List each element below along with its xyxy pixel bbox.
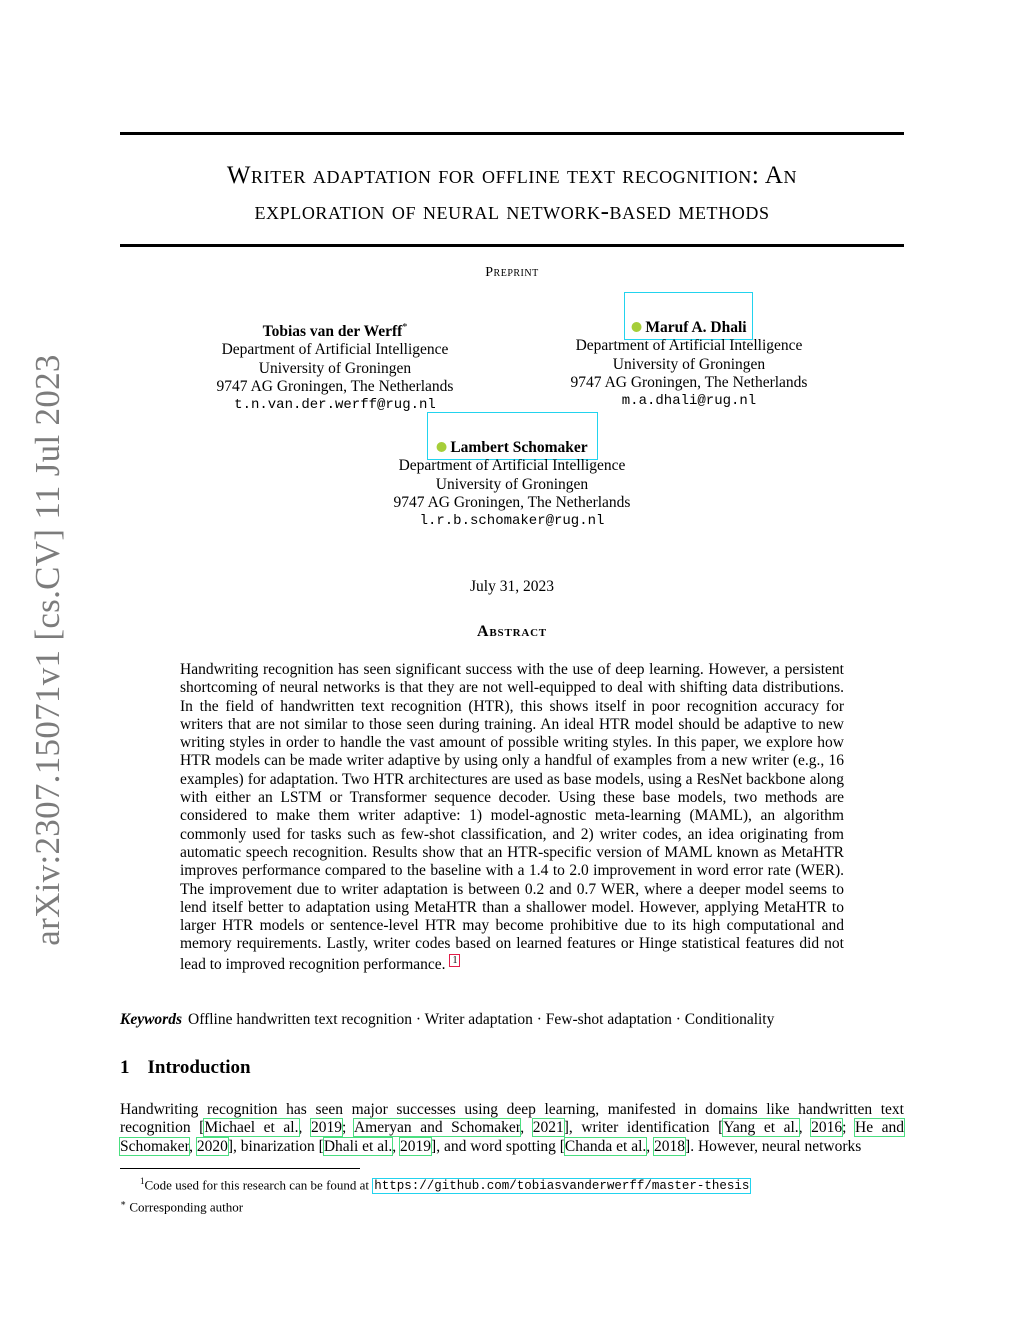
- author-address: 9747 AG Groningen, The Netherlands: [393, 493, 631, 511]
- citation-link[interactable]: Dhali et al.: [323, 1137, 393, 1155]
- citation-link[interactable]: 2019: [310, 1119, 342, 1137]
- intro-text: ,: [392, 1137, 401, 1155]
- intro-text: ], binarization [: [227, 1137, 324, 1155]
- footnote-text: Corresponding author: [126, 1199, 244, 1215]
- paper-title: [120, 158, 904, 230]
- title-bottom-rule: [120, 244, 904, 247]
- citation-link[interactable]: 2019: [400, 1137, 432, 1155]
- author-name: Lambert Schomaker: [394, 439, 631, 457]
- intro-text: Handwriting recognition has seen major successes using deep learning, manifested in domains like handwritten text recognition [: [120, 1101, 904, 1137]
- repository-link[interactable]: https://github.com/tobiasvanderwerff/master-thesis: [374, 1179, 750, 1194]
- footnote-corresponding: [120, 1195, 904, 1215]
- intro-text: ,: [189, 1137, 197, 1155]
- intro-text: ;: [341, 1119, 354, 1137]
- intro-text: ]. However, neural networks: [685, 1137, 862, 1155]
- intro-text: ,: [798, 1119, 812, 1137]
- orcid-icon[interactable]: [436, 442, 446, 452]
- title-line-2: exploration of neural network-based methods: [254, 198, 770, 225]
- citation-link[interactable]: He and Schomaker: [120, 1119, 905, 1155]
- keywords-text: Offline handwritten text recognition · Writer adaptation · Few-shot adaptation · Conditionality: [188, 1011, 775, 1028]
- footnote-text: Code used for this research can be found at: [144, 1177, 373, 1193]
- author-department: Department of Artificial Intelligence: [221, 341, 449, 359]
- author-address: 9747 AG Groningen, The Netherlands: [216, 378, 454, 396]
- paper-date: July 31, 2023: [470, 578, 554, 595]
- footnote-mark: 1: [140, 1176, 145, 1186]
- author-block-2: [571, 319, 808, 410]
- preprint-label: Preprint: [485, 265, 539, 280]
- keywords-label: Keywords: [120, 1011, 182, 1028]
- intro-paragraph: [120, 1101, 904, 1156]
- citation-link[interactable]: Yang et al.: [723, 1119, 799, 1137]
- author-name: Tobias van der Werff*: [262, 322, 408, 341]
- author-address: 9747 AG Groningen, The Netherlands: [570, 373, 808, 391]
- footnote-mark: ∗: [120, 1198, 127, 1209]
- author-university: University of Groningen: [612, 355, 766, 373]
- intro-text: ,: [520, 1119, 533, 1137]
- citation-link[interactable]: 2018: [654, 1137, 686, 1155]
- abstract-text: Handwriting recognition has seen significant success with the use of deep learning. However, a persistent shortcoming of neural networks is that they are not well-equipped to deal with shifting data distributions. In the field of handwritten text recognition (HTR), this shows itself in poor recognition accuracy for writers that are not similar to those seen during training. An ideal HTR model should be adaptive to new writing styles in order to handle the vast amount of possible writing styles. In this paper, we explore how HTR models can be made writer adaptive by using only a handful of examples from a new writer (e.g., 16 examples) for adaptation. Two HTR architectures are used as base models, using a ResNet backbone along with either an LSTM or Transformer sequence decoder. Using these base models, two methods are considered to make them writer adaptive: 1) model-agnostic meta-learning (MAML), an algorithm commonly used for tasks such as few-shot classification, and 2) writer codes, an idea originating from automatic speech recognition. Results show that an HTR-specific version of MAML known as MetaHTR improves performance compared to the baseline with a 1.4 to 2.0 improvement in word error rate (WER). The improvement due to writer adaptation is between 0.2 and 0.7 WER, where a deeper model seems to lend itself better to adaptation using MetaHTR than a shallower model. However, applying MetaHTR to larger HTR models or sentence-level HTR may become prohibitive due to its high computational and memory requirements. Lastly, writer codes based on learned features or Hinge statistical features did not lead to improved recognition performance.: [180, 661, 844, 973]
- intro-text: ], writer identification [: [563, 1119, 724, 1137]
- citation-link[interactable]: Chanda et al.: [564, 1137, 647, 1155]
- footnote-1: [120, 1173, 904, 1195]
- author-email[interactable]: l.r.b.schomaker@rug.nl: [419, 513, 605, 530]
- keywords-line: [120, 1011, 774, 1029]
- abstract-body: [180, 661, 844, 974]
- author-name: Maruf A. Dhali: [571, 319, 808, 337]
- citation-link[interactable]: 2016: [811, 1119, 843, 1137]
- section-number: 1: [120, 1057, 130, 1078]
- intro-text: ,: [646, 1137, 655, 1155]
- author-block-3: [394, 439, 631, 530]
- citation-link[interactable]: Ameryan and Schomaker: [353, 1119, 521, 1137]
- title-line-1: Writer adaptation for offline text recognition: An: [226, 162, 798, 189]
- footnotes: [120, 1173, 904, 1216]
- section-title: Introduction: [147, 1057, 251, 1078]
- section-heading: [120, 1057, 251, 1079]
- orcid-icon[interactable]: [631, 322, 641, 332]
- author-email[interactable]: t.n.van.der.werff@rug.nl: [234, 397, 436, 414]
- author-department: Department of Artificial Intelligence: [575, 337, 803, 355]
- intro-text: ], and word spotting [: [431, 1137, 565, 1155]
- footnote-link[interactable]: 1: [449, 954, 460, 967]
- intro-text: ,: [298, 1119, 311, 1137]
- author-block-1: [217, 319, 454, 415]
- abstract-heading: Abstract: [477, 623, 547, 640]
- author-department: Department of Artificial Intelligence: [398, 457, 626, 475]
- intro-text: ;: [842, 1119, 856, 1137]
- author-email[interactable]: m.a.dhali@rug.nl: [621, 393, 757, 410]
- footnote-rule: [120, 1168, 360, 1169]
- title-top-rule: [120, 132, 904, 135]
- author-university: University of Groningen: [258, 359, 412, 377]
- citation-link[interactable]: 2021: [532, 1119, 564, 1137]
- citation-link[interactable]: 2020: [196, 1137, 228, 1155]
- citation-link[interactable]: Michael et al.: [204, 1119, 299, 1137]
- arxiv-identifier: arXiv:2307.15071v1 [cs.CV] 11 Jul 2023: [28, 354, 67, 946]
- author-university: University of Groningen: [435, 475, 589, 493]
